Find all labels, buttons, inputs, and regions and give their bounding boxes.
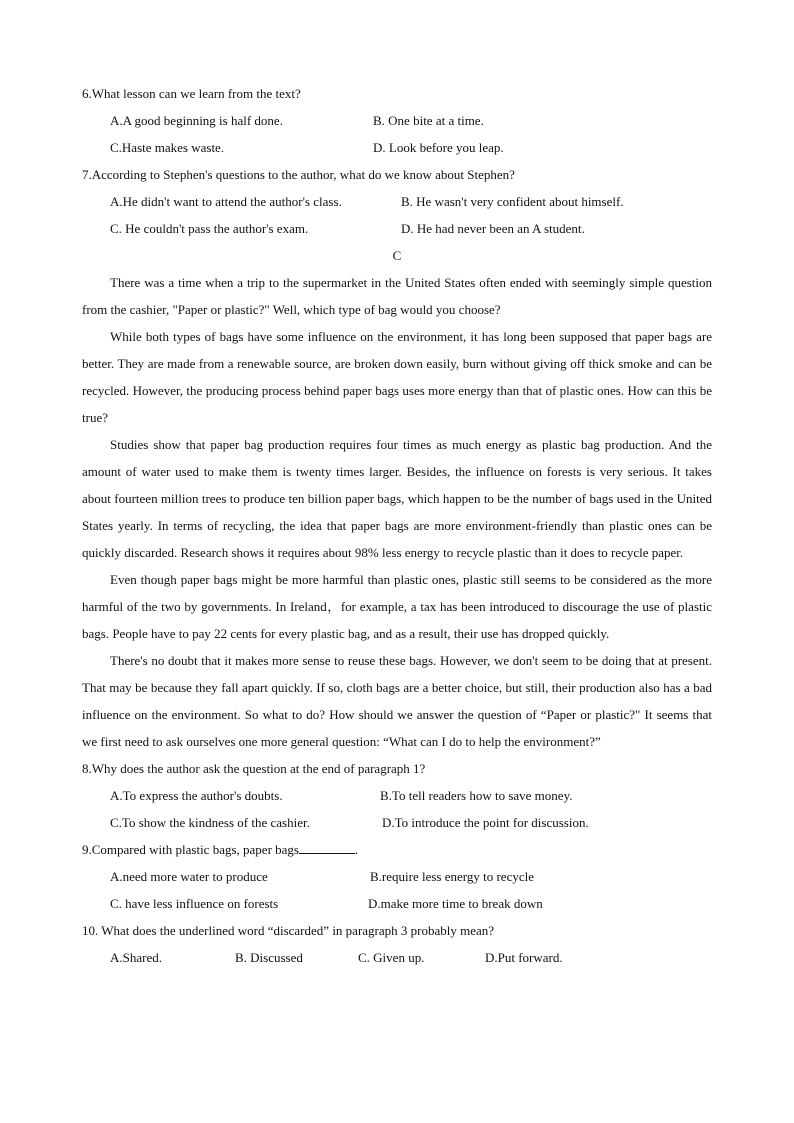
answer-blank bbox=[299, 839, 355, 854]
question-6-options-row-1 bbox=[82, 107, 712, 134]
section-label: C bbox=[392, 248, 402, 263]
question-8-stem: 8.Why does the author ask the question at the end of paragraph 1? bbox=[82, 761, 426, 776]
q7-option-a: A.He didn't want to attend the author's class. bbox=[110, 194, 342, 209]
exam-page bbox=[82, 80, 712, 971]
passage-paragraph-2: While both types of bags have some influence on the environment, it has long been supposed that paper bags are better. They are made from a renewable source, are broken down easily, burn without giving off thick smoke and can be recycled. However, the producing process behind paper bags uses more energy than that of plastic ones. How can this be true? bbox=[82, 329, 712, 425]
q10-stem-part-b: in paragraph 3 probably mean? bbox=[329, 923, 495, 938]
q8-option-c: C.To show the kindness of the cashier. bbox=[110, 815, 310, 830]
question-10-options-row bbox=[82, 944, 712, 971]
q9-option-d: D.make more time to break down bbox=[368, 896, 543, 911]
question-7-options-row-2 bbox=[82, 215, 712, 242]
q7-option-b: B. He wasn't very confident about himself. bbox=[401, 194, 624, 209]
passage-paragraph-3: Studies show that paper bag production requires four times as much energy as plastic bag production. And the amount of water used to make them is twenty times larger. Besides, the influence on forests is very serious. It takes about fourteen million trees to produce ten billion paper bags, which happen to be the number of bags used in the United States yearly. In terms of recycling, the idea that paper bags are more environment-friendly than plastic ones can be quickly discarded. Research shows it requires about 98% less energy to recycle plastic than it does to recycle paper. bbox=[82, 437, 712, 560]
question-6-options-row-2 bbox=[82, 134, 712, 161]
q6-option-a: A.A good beginning is half done. bbox=[110, 113, 283, 128]
q7-option-c: C. He couldn't pass the author's exam. bbox=[110, 221, 309, 236]
passage-paragraph-5: There's no doubt that it makes more sense to reuse these bags. However, we don't seem to be doing that at present. That may be because they fall apart quickly. If so, cloth bags are a better choice, but still, their production also has a bad influence on the environment. So what to do? How should we answer the question of “Paper or plastic?" It seems that we first need to ask ourselves one more general question: “What can I do to help the environment?” bbox=[82, 653, 712, 749]
passage-paragraph-1: There was a time when a trip to the supermarket in the United States often ended with seemingly simple question from the cashier, "Paper or plastic?" Well, which type of bag would you choose? bbox=[82, 275, 712, 317]
question-6-stem: 6.What lesson can we learn from the text? bbox=[82, 86, 301, 101]
q10-option-b: B. Discussed bbox=[235, 950, 303, 965]
q9-stem-end: . bbox=[354, 842, 359, 857]
q10-stem-part-a: 10. What does the underlined word bbox=[82, 923, 268, 938]
q10-option-d: D.Put forward. bbox=[485, 950, 563, 965]
question-8-options-row-1 bbox=[82, 782, 712, 809]
question-7-options-row-1 bbox=[82, 188, 712, 215]
question-9-options-row-1 bbox=[82, 863, 712, 890]
q8-option-d: D.To introduce the point for discussion. bbox=[382, 815, 589, 830]
q6-option-b: B. One bite at a time. bbox=[373, 113, 484, 128]
q9-option-c: C. have less influence on forests bbox=[110, 896, 279, 911]
q6-option-c: C.Haste makes waste. bbox=[110, 140, 225, 155]
q10-option-c: C. Given up. bbox=[358, 950, 425, 965]
question-8-options-row-2 bbox=[82, 809, 712, 836]
q6-option-d: D. Look before you leap. bbox=[373, 140, 504, 155]
q9-option-b: B.require less energy to recycle bbox=[370, 869, 534, 884]
question-9-options-row-2 bbox=[82, 890, 712, 917]
question-7-stem: 7.According to Stephen's questions to the author, what do we know about Stephen? bbox=[82, 167, 515, 182]
q9-stem-text: 9.Compared with plastic bags, paper bags bbox=[82, 842, 299, 857]
q8-option-a: A.To express the author's doubts. bbox=[110, 788, 283, 803]
question-10-stem bbox=[82, 917, 712, 944]
q8-option-b: B.To tell readers how to save money. bbox=[380, 788, 573, 803]
q9-option-a: A.need more water to produce bbox=[110, 869, 268, 884]
q10-underlined-word: “discarded” bbox=[267, 923, 330, 938]
q7-option-d: D. He had never been an A student. bbox=[401, 221, 585, 236]
q10-option-a: A.Shared. bbox=[110, 950, 162, 965]
passage-paragraph-4: Even though paper bags might be more harmful than plastic ones, plastic still seems to be considered as the more harmful of the two by governments. In Ireland，for example, a tax has been introduced to discourage the use of plastic bags. People have to pay 22 cents for every plastic bag, and as a result, their use has dropped quickly. bbox=[82, 572, 712, 641]
question-9-stem bbox=[82, 836, 712, 863]
